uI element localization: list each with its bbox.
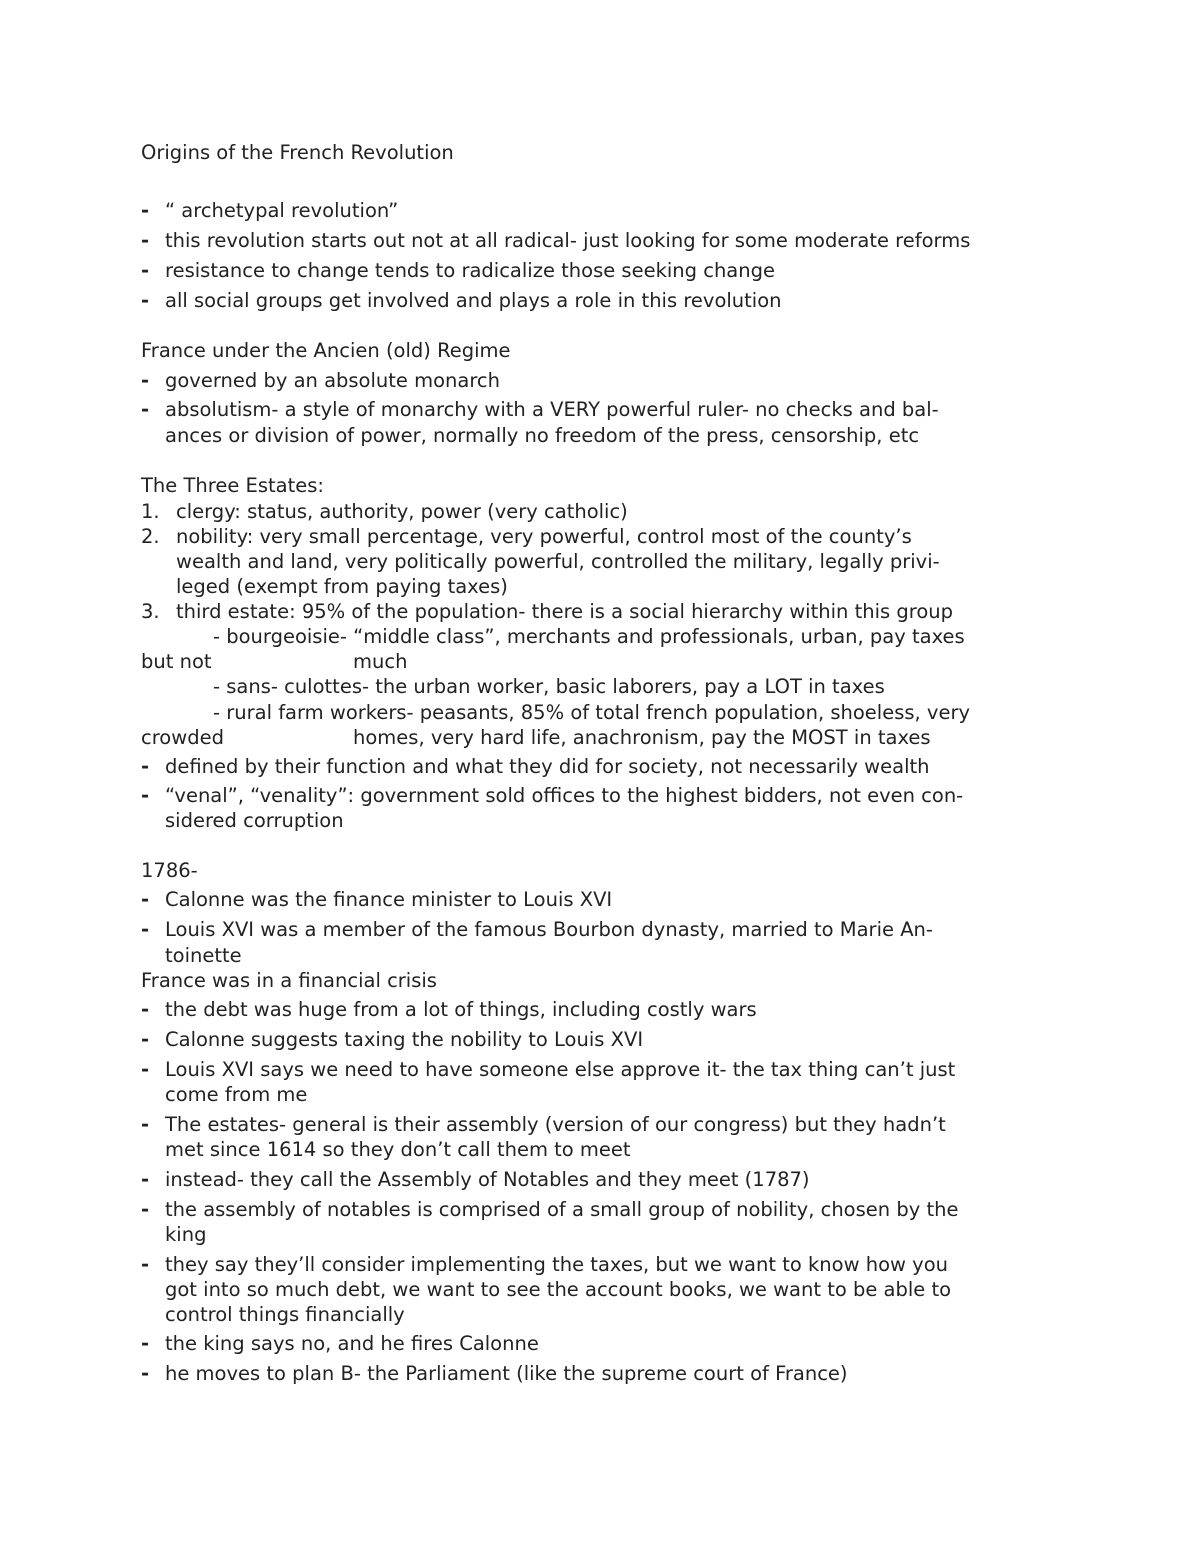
third-estate-sub-3-line-1: - rural farm workers- peasants, 85% of total french population, shoeless, very: [213, 701, 971, 724]
list-number: 3.: [141, 600, 160, 623]
crisis-bullet-3-line-2: come from me: [165, 1083, 308, 1106]
ancien-bullet-2-line-1: absolutism- a style of monarchy with a VERY powerful ruler- no checks and bal-: [165, 398, 939, 421]
bullet-dash: -: [141, 199, 150, 222]
intro-bullet-3: resistance to change tends to radicalize those seeking change: [165, 259, 775, 282]
section-1786-bullet-2-line-2: toinette: [165, 944, 242, 967]
list-number: 2.: [141, 525, 160, 548]
bullet-dash: -: [141, 369, 150, 392]
estate-2-line-3: leged (exempt from paying taxes): [176, 575, 508, 598]
estate-3: third estate: 95% of the population- there is a social hierarchy within this group: [176, 600, 953, 623]
bullet-dash: -: [141, 398, 150, 421]
bullet-dash: -: [141, 1362, 150, 1385]
estates-bullet-2-line-1: “venal”, “venality”: government sold offices to the highest bidders, not even con-: [165, 784, 964, 807]
bullet-dash: -: [141, 229, 150, 252]
document-title: Origins of the French Revolution: [141, 141, 454, 164]
crisis-bullet-4-line-2: met since 1614 so they don’t call them to meet: [165, 1138, 631, 1161]
ancien-bullet-1: governed by an absolute monarch: [165, 369, 501, 392]
third-estate-sub-3-line-2a: crowded: [141, 726, 224, 749]
financial-crisis-subheading: France was in a financial crisis: [141, 969, 437, 992]
crisis-bullet-1: the debt was huge from a lot of things, including costly wars: [165, 998, 757, 1021]
bullet-dash: -: [141, 289, 150, 312]
bullet-dash: -: [141, 998, 150, 1021]
crisis-bullet-4-line-1: The estates- general is their assembly (version of our congress) but they hadn’t: [165, 1113, 946, 1136]
estates-heading: The Three Estates:: [141, 474, 324, 497]
section-1786-heading: 1786-: [141, 859, 198, 882]
ancien-bullet-2-line-2: ances or division of power, normally no freedom of the press, censorship, etc: [165, 424, 920, 447]
third-estate-sub-1-line-2a: but not: [141, 650, 212, 673]
third-estate-sub-2: - sans- culottes- the urban worker, basic laborers, pay a LOT in taxes: [213, 675, 885, 698]
crisis-bullet-6-line-1: the assembly of notables is comprised of a small group of nobility, chosen by the: [165, 1198, 959, 1221]
bullet-dash: -: [141, 1253, 150, 1276]
crisis-bullet-7-line-2: got into so much debt, we want to see the account books, we want to be able to: [165, 1278, 952, 1301]
bullet-dash: -: [141, 1028, 150, 1051]
estates-bullet-1: defined by their function and what they did for society, not necessarily wealth: [165, 755, 930, 778]
bullet-dash: -: [141, 784, 150, 807]
bullet-dash: -: [141, 755, 150, 778]
third-estate-sub-1-line-2b: much: [353, 650, 408, 673]
crisis-bullet-8: the king says no, and he fires Calonne: [165, 1332, 539, 1355]
intro-bullet-4: all social groups get involved and plays a role in this revolution: [165, 289, 782, 312]
crisis-bullet-9: he moves to plan B- the Parliament (like the supreme court of France): [165, 1362, 848, 1385]
bullet-dash: -: [141, 918, 150, 941]
crisis-bullet-7-line-1: they say they’ll consider implementing the taxes, but we want to know how you: [165, 1253, 948, 1276]
intro-bullet-2: this revolution starts out not at all radical- just looking for some moderate reforms: [165, 229, 971, 252]
crisis-bullet-7-line-3: control things financially: [165, 1303, 405, 1326]
bullet-dash: -: [141, 1168, 150, 1191]
bullet-dash: -: [141, 1332, 150, 1355]
estate-2-line-1: nobility: very small percentage, very powerful, control most of the county’s: [176, 525, 912, 548]
section-1786-bullet-1: Calonne was the finance minister to Louis XVI: [165, 888, 613, 911]
bullet-dash: -: [141, 259, 150, 282]
bullet-dash: -: [141, 888, 150, 911]
bullet-dash: -: [141, 1198, 150, 1221]
third-estate-sub-3-line-2b: homes, very hard life, anachronism, pay the MOST in taxes: [353, 726, 931, 749]
bullet-dash: -: [141, 1113, 150, 1136]
intro-bullet-1: “ archetypal revolution”: [165, 199, 399, 222]
crisis-bullet-6-line-2: king: [165, 1223, 207, 1246]
crisis-bullet-2: Calonne suggests taxing the nobility to Louis XVI: [165, 1028, 644, 1051]
section-1786-bullet-2-line-1: Louis XVI was a member of the famous Bourbon dynasty, married to Marie An-: [165, 918, 933, 941]
estate-1: clergy: status, authority, power (very catholic): [176, 500, 628, 523]
list-number: 1.: [141, 500, 160, 523]
bullet-dash: -: [141, 1058, 150, 1081]
estate-2-line-2: wealth and land, very politically powerful, controlled the military, legally privi-: [176, 550, 940, 573]
estates-bullet-2-line-2: sidered corruption: [165, 809, 344, 832]
ancien-heading: France under the Ancien (old) Regime: [141, 339, 511, 362]
crisis-bullet-3-line-1: Louis XVI says we need to have someone else approve it- the tax thing can’t just: [165, 1058, 956, 1081]
third-estate-sub-1-line-1: - bourgeoisie- “middle class”, merchants and professionals, urban, pay taxes: [213, 625, 965, 648]
crisis-bullet-5: instead- they call the Assembly of Notables and they meet (1787): [165, 1168, 810, 1191]
